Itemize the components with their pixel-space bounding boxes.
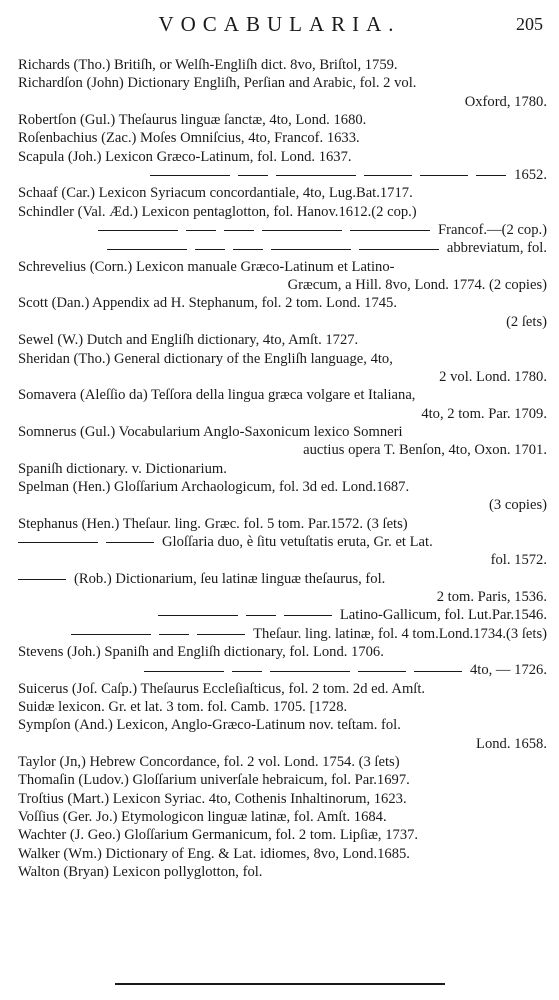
entry-text: Stevens (Joh.) Spaniſh and Engliſh dictionary, fol. Lond. 1706. [18, 644, 384, 660]
ditto-dash [197, 634, 245, 635]
list-item [18, 350, 547, 387]
entry-text: Francof.—(2 cop.) [437, 222, 547, 239]
ditto-dash [359, 249, 439, 250]
ditto-dash [18, 542, 98, 543]
list-item [18, 826, 547, 844]
list-item [18, 258, 547, 295]
list-item [18, 166, 547, 184]
entry-text: 4to, — 1726. [469, 662, 547, 679]
entry-text: Scott (Dan.) Appendix ad H. Stephanum, fol. 2 tom. Lond. 1745. [18, 295, 397, 312]
list-item [18, 294, 547, 331]
entry-text: Walker (Wm.) Dictionary of Eng. & Lat. idiomes, 8vo, Lond.1685. [18, 845, 410, 862]
entry-text: Thomaſin (Ludov.) Gloſſarium univerſale hebraicum, fol. Par.1697. [18, 772, 410, 789]
ditto-dash [98, 230, 178, 231]
entry-text: Richards (Tho.) Britiſh, or Welſh-Engliſh dict. 8vo, Briſtol, 1759. [18, 57, 398, 73]
ditto-dash [476, 175, 506, 176]
list-item [18, 148, 547, 166]
list-item [18, 386, 547, 423]
ditto-dash [18, 579, 66, 580]
list-item [18, 625, 547, 643]
list-item [18, 478, 547, 515]
entry-text: Sheridan (Tho.) General dictionary of the Engliſh language, 4to, [18, 350, 393, 367]
ditto-dash [106, 542, 154, 543]
page-header [0, 10, 559, 40]
list-item [18, 790, 547, 808]
ditto-dash [350, 230, 430, 231]
ditto-dash [224, 230, 254, 231]
ditto-dash [232, 671, 262, 672]
entry-text: Roſenbachius (Zac.) Moſes Omniſcius, 4to, Francof. 1633. [18, 130, 360, 147]
page-number: 205 [516, 14, 543, 34]
entry-continuation: fol. 1572. [490, 552, 547, 569]
entry-text: Schindler (Val. Æd.) Lexicon pentaglotton, fol. Hanov.1612.(2 cop.) [18, 203, 417, 220]
list-item [18, 570, 547, 607]
ditto-dash [414, 671, 462, 672]
entry-continuation: Græcum, a Hill. 8vo, Lond. 1774. (2 copies) [287, 277, 547, 294]
entry-text: Walton (Bryan) Lexicon pollyglotton, fol. [18, 864, 263, 881]
list-item [18, 808, 547, 826]
entry-text: Somnerus (Gul.) Vocabularium Anglo-Saxonicum lexico Somneri [18, 423, 403, 440]
entry-text: abbreviatum, fol. [446, 240, 547, 257]
ditto-dash [262, 230, 342, 231]
closing-rule [115, 983, 445, 985]
ditto-dash [246, 615, 276, 616]
list-item [18, 460, 547, 478]
list-item [18, 515, 547, 533]
entry-text: Somavera (Aleſſio da) Teſſora della lingua græca volgare et Italiana, [18, 387, 416, 404]
list-item [18, 533, 547, 570]
list-item [18, 680, 547, 698]
entry-text: Latino-Gallicum, fol. Lut.Par.1546. [339, 607, 547, 624]
list-item [18, 221, 547, 239]
entry-text: Taylor (Jn,) Hebrew Concordance, fol. 2 vol. Lond. 1754. (3 ſets) [18, 754, 400, 771]
ditto-dash [186, 230, 216, 231]
entry-continuation: (2 ſets) [506, 313, 547, 330]
entry-text: Sewel (W.) Dutch and Engliſh dictionary, 4to, Amſt. 1727. [18, 332, 359, 349]
ditto-dash [150, 175, 230, 176]
list-item [18, 56, 547, 74]
list-item [18, 643, 547, 661]
list-item [18, 845, 547, 863]
entry-text: Spelman (Hen.) Gloſſarium Archaologicum, fol. 3d ed. Lond.1687. [18, 478, 410, 495]
entry-text: Gloſſaria duo, è ſitu vetuſtatis eruta, Gr. et Lat. [162, 533, 433, 550]
entry-text: Richardſon (John) Dictionary Engliſh, Perſian and Arabic, fol. 2 vol. [18, 75, 417, 92]
entry-text: Schaaf (Car.) Lexicon Syriacum concordantiale, 4to, Lug.Bat.1717. [18, 185, 413, 202]
entry-text: Theſaur. ling. latinæ, fol. 4 tom.Lond.1734.(3 ſets) [253, 625, 547, 642]
entry-text: Schrevelius (Corn.) Lexicon manuale Græco-Latinum et Latino- [18, 258, 395, 275]
ditto-dash [276, 175, 356, 176]
entry-text: Troſtius (Mart.) Lexicon Syriac. 4to, Cothenis Inhaltinorum, 1623. [18, 790, 407, 807]
list-item [18, 716, 547, 753]
ditto-dash [271, 249, 351, 250]
list-item [18, 771, 547, 789]
list-item [18, 74, 547, 111]
list-item [18, 698, 547, 716]
entry-text: Suicerus (Joſ. Caſp.) Theſaurus Eccleſiaſticus, fol. 2 tom. 2d ed. Amſt. [18, 680, 426, 697]
ditto-dash [284, 615, 332, 616]
entry-continuation: 4to, 2 tom. Par. 1709. [421, 405, 547, 422]
entry-continuation: (3 copies) [489, 497, 547, 514]
entry-text: Sympſon (And.) Lexicon, Anglo-Græco-Latinum nov. teſtam. fol. [18, 717, 401, 734]
ditto-dash [238, 175, 268, 176]
list-item [18, 423, 547, 460]
entry-text: (Rob.) Dictionarium, ſeu latinæ linguæ theſaurus, fol. [74, 570, 386, 587]
ditto-dash [71, 634, 151, 635]
ditto-dash [233, 249, 263, 250]
entry-continuation: Oxford, 1780. [464, 93, 547, 110]
list-item [18, 184, 547, 202]
entry-text: Wachter (J. Geo.) Gloſſarium Germanicum, fol. 2 tom. Lipſiæ, 1737. [18, 827, 419, 844]
entry-text: Stephanus (Hen.) Theſaur. ling. Græc. fol. 5 tom. Par.1572. (3 ſets) [18, 515, 408, 532]
ditto-dash [107, 249, 187, 250]
list-item [18, 239, 547, 257]
ditto-dash [420, 175, 468, 176]
list-item [18, 129, 547, 147]
entry-continuation: 2 tom. Paris, 1536. [436, 588, 547, 605]
list-item [18, 606, 547, 624]
entry-text: Suidæ lexicon. Gr. et lat. 3 tom. fol. Camb. 1705. [1728. [18, 699, 348, 716]
entry-list [18, 56, 547, 881]
ditto-dash [158, 615, 238, 616]
ditto-dash [364, 175, 412, 176]
ditto-dash [270, 671, 350, 672]
ditto-dash [195, 249, 225, 250]
entry-continuation: 2 vol. Lond. 1780. [439, 368, 547, 385]
entry-text: Robertſon (Gul.) Theſaurus linguæ ſanctæ, 4to, Lond. 1680. [18, 112, 367, 129]
ditto-dash [358, 671, 406, 672]
entry-text: Spaniſh dictionary. v. Dictionarium. [18, 460, 227, 477]
ditto-dash [159, 634, 189, 635]
entry-continuation: auctius opera T. Benſon, 4to, Oxon. 1701. [303, 442, 547, 459]
entry-continuation: Lond. 1658. [476, 735, 547, 752]
list-item [18, 863, 547, 881]
entry-text: Voſſius (Ger. Jo.) Etymologicon linguæ latinæ, fol. Amſt. 1684. [18, 809, 387, 826]
entry-text: Scapula (Joh.) Lexicon Græco-Latinum, fol. Lond. 1637. [18, 148, 352, 165]
running-head: VOCABULARIA. [158, 12, 401, 36]
list-item [18, 331, 547, 349]
list-item [18, 111, 547, 129]
list-item [18, 753, 547, 771]
ditto-dash [144, 671, 224, 672]
entry-text: 1652. [514, 167, 547, 184]
list-item [18, 661, 547, 679]
list-item [18, 203, 547, 221]
